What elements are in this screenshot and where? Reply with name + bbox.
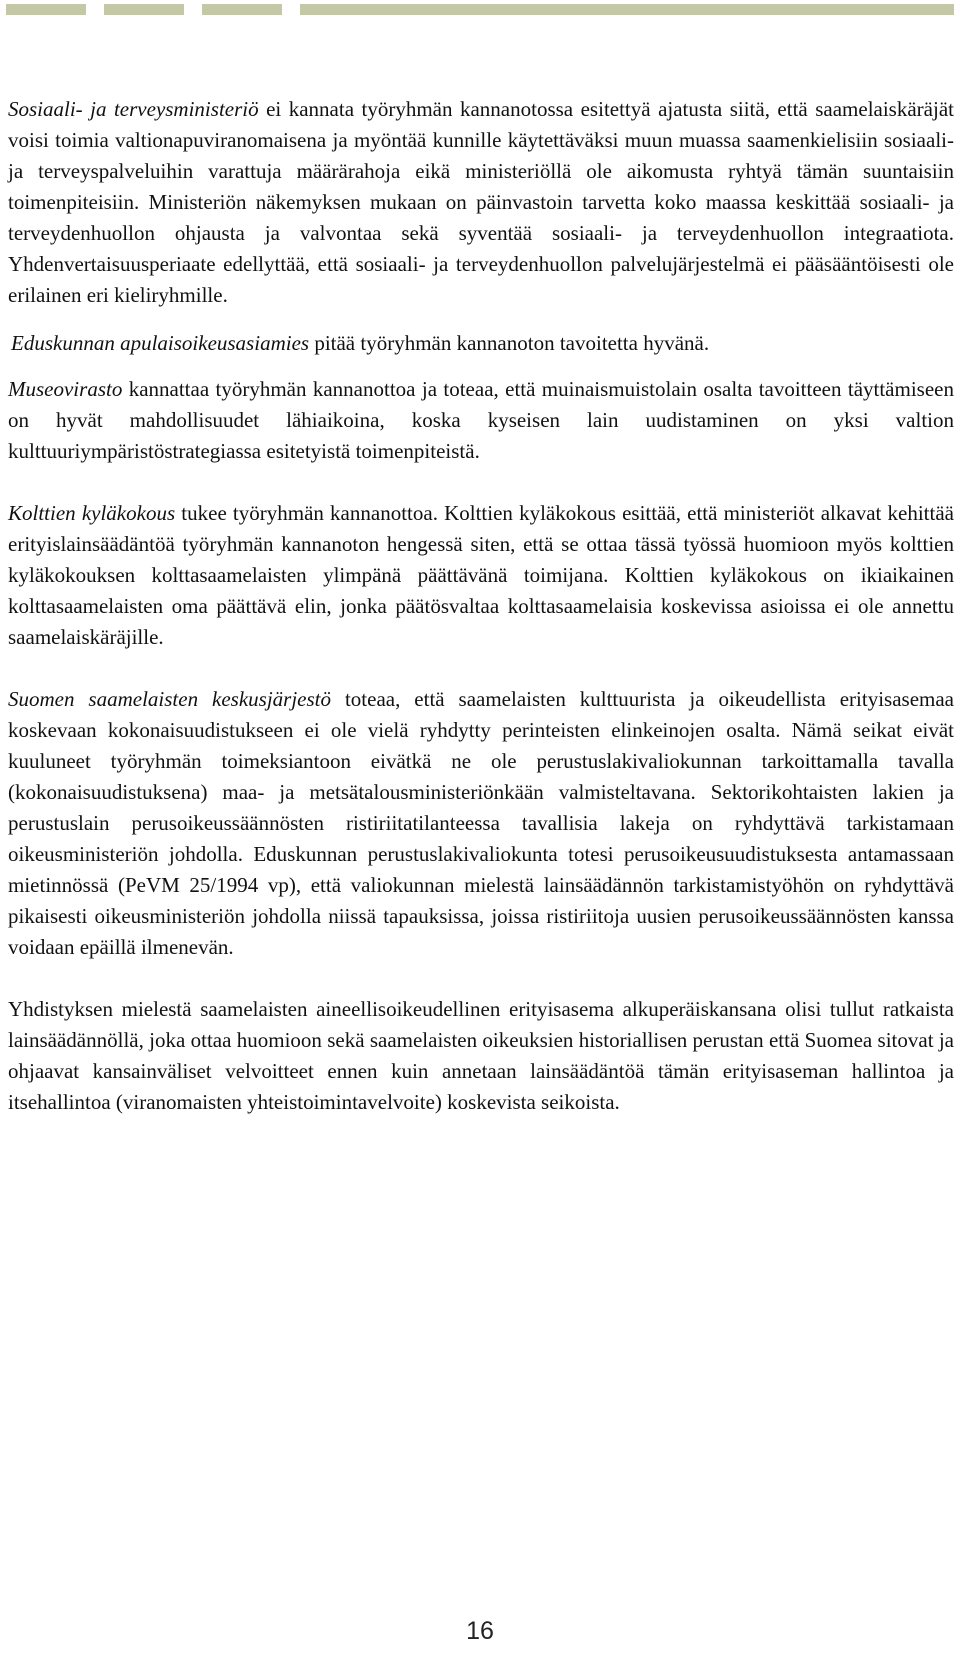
paragraph-apulaisoikeusasiamies bbox=[11, 328, 954, 359]
paragraph-sosiaali-ministerio bbox=[8, 94, 954, 311]
paragraph-kolttien-kylakokous bbox=[8, 498, 954, 653]
document-body bbox=[8, 94, 954, 1118]
paragraph-text: ei kannata työryhmän kannanotossa esitettyä ajatusta siitä, että saamelaiskäräjät voisi toimia valtionapuviranomaisena ja myöntää kunnille käytettäväksi muun muassa saamenkielisiin sosiaali- ja terveyspalveluihin varattuja määrärahoja eikä ministeriöllä ole aikomusta ryhtyä tämän suuntaisiin toimenpiteisiin. Ministeriön näkemyksen mukaan on päinvastoin tarvetta koko maassa keskittää sosiaali- ja terveydenhuollon ohjausta ja valvontaa sekä syventää sosiaali- ja terveydenhuollon integraatiota. Yhdenvertaisuusperiaate edellyttää, että sosiaali- ja terveydenhuollon palvelujärjestelmä ei pääsääntöisesti ole erilainen eri kieliryhmille. bbox=[8, 97, 954, 307]
paragraph-yhdistyksen-mielesta bbox=[8, 994, 954, 1118]
paragraph-lead: Eduskunnan apulaisoikeusasiamies bbox=[11, 331, 310, 355]
header-bar-2 bbox=[104, 4, 184, 15]
paragraph-lead: Sosiaali- ja terveysministeriö bbox=[8, 97, 259, 121]
paragraph-text: Yhdistyksen mielestä saamelaisten aineellisoikeudellinen erityisasema alkuperäiskansana olisi tullut ratkaista lainsäädännöllä, joka ottaa huomioon sekä saamelaisten oikeuksien historiallisen perustan että Suomea sitovat ja ohjaavat kansainväliset velvoitteet ennen kuin annetaan lainsäädäntöä tämän erityisaseman hallintoa ja itsehallintoa (viranomaisten yhteistoimintavelvoite) koskevista seikoista. bbox=[8, 997, 954, 1114]
header-bar-4 bbox=[300, 4, 954, 15]
header-bar-1 bbox=[6, 4, 86, 15]
paragraph-text: toteaa, että saamelaisten kulttuurista ja oikeudellista erityisasemaa koskevaan kokonaisuudistukseen ei ole vielä ryhdytty perinteisten elinkeinojen osalta. Nämä seikat eivät kuuluneet työryhmän toimeksiantoon eivätkä ne ole perustuslakivaliokunnan tarkoittamalla tavalla (kokonaisuudistuksena) maa- ja metsätalousministeriönkään valmisteltavana. Sektorikohtaisten lakien ja perustuslain perusoikeussäännösten ristiriitatilanteessa tavallisia lakeja on ryhdyttävä tarkistamaan oikeusministeriön johdolla. Eduskunnan perustuslakivaliokunta totesi perusoikeusuudistuksesta antamassaan mietinnössä (PeVM 25/1994 vp), että valiokunnan mielestä lainsäädännön tarkistamistyöhön on ryhdyttävä pikaisesti oikeusministeriön johdolla niissä tapauksissa, joissa ristiriitoja uusien perusoikeussäännösten kanssa voidaan epäillä ilmenevän. bbox=[8, 687, 954, 959]
paragraph-lead: Suomen saamelaisten keskusjärjestö bbox=[8, 687, 332, 711]
header-bar-3 bbox=[202, 4, 282, 15]
paragraph-museovirasto bbox=[8, 374, 954, 467]
paragraph-text: pitää työryhmän kannanoton tavoitetta hyvänä. bbox=[309, 331, 710, 355]
page-number: 16 bbox=[466, 1617, 494, 1645]
paragraph-text: kannattaa työryhmän kannanottoa ja toteaa, että muinaismuistolain osalta tavoitteen täyttämiseen on hyvät mahdollisuudet lähiaikoina, koska kyseisen lain uudistaminen on yksi valtion kulttuuriympäristöstrategiassa esitetyistä toimenpiteistä. bbox=[8, 377, 954, 463]
paragraph-lead: Kolttien kyläkokous bbox=[8, 501, 176, 525]
paragraph-text: tukee työryhmän kannanottoa. Kolttien kyläkokous esittää, että ministeriöt alkavat kehittää erityislainsäädäntöä työryhmän kannanoton hengessä siten, että se ottaa tässä työssä huomioon myös kolttien kyläkokouksen kolttasaamelaisten ylimpänä päättävänä toimijana. Kolttien kyläkokous on ikiaikainen kolttasaamelaisten oma päättävä elin, jonka päätösvaltaa kolttasaamelaisia koskevissa asioissa ei ole annettu saamelaiskäräjille. bbox=[8, 501, 954, 649]
paragraph-lead: Museovirasto bbox=[8, 377, 123, 401]
paragraph-keskusjarjesto bbox=[8, 684, 954, 963]
